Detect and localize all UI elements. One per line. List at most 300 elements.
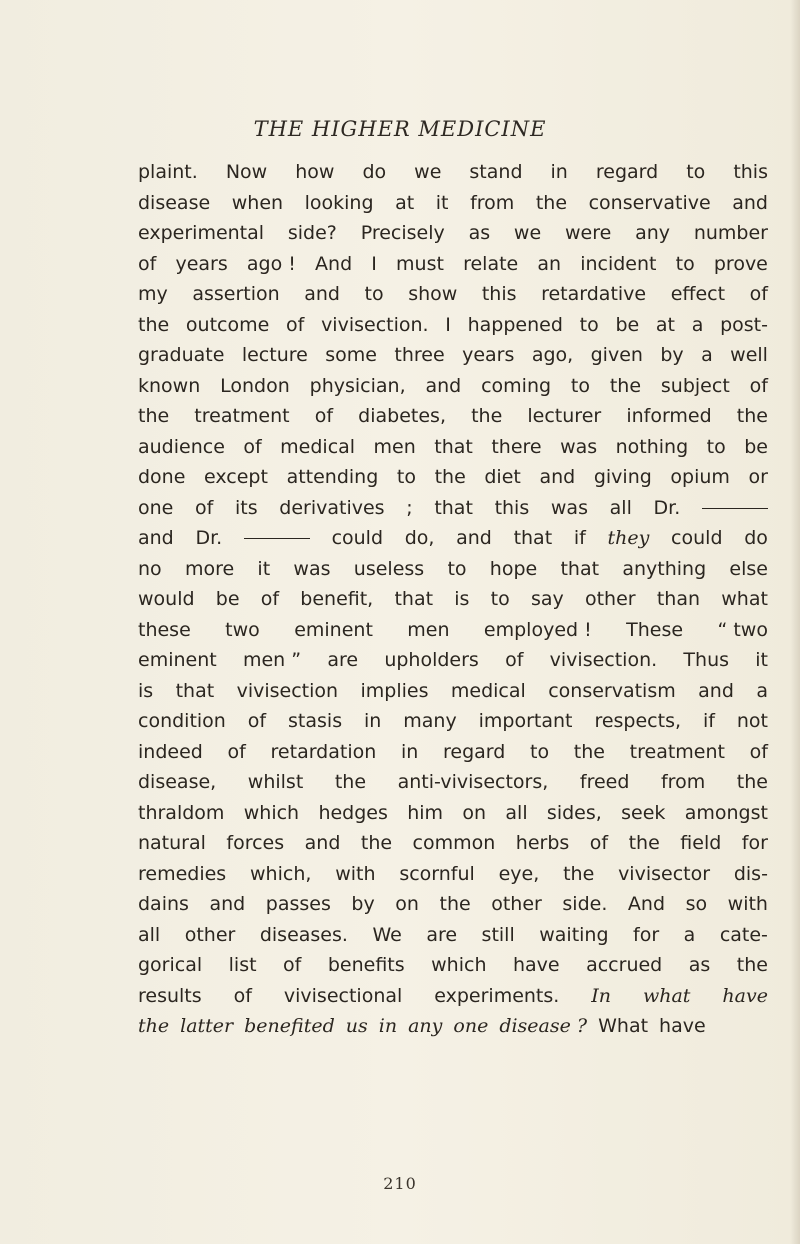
word: benefit,	[300, 588, 374, 610]
word: would	[138, 588, 195, 610]
word: of	[260, 588, 280, 610]
word: and	[138, 527, 174, 549]
word: and	[209, 893, 246, 915]
word: opium	[670, 466, 730, 488]
word: well	[730, 344, 768, 366]
word: have	[659, 1015, 706, 1037]
word: all	[138, 923, 161, 946]
word: other	[491, 893, 542, 915]
word: and	[698, 679, 734, 702]
word: anti-vivisectors,	[397, 771, 549, 793]
word: in	[550, 161, 568, 183]
word: And	[627, 893, 666, 915]
word: as	[468, 222, 491, 244]
word: is	[454, 588, 470, 610]
word: Thus	[683, 649, 730, 671]
word: men	[373, 435, 416, 458]
word: for	[741, 832, 768, 854]
text-line	[138, 950, 768, 981]
word: what	[721, 588, 768, 610]
word: of	[749, 740, 768, 763]
word: conservative	[588, 191, 711, 214]
word: and	[304, 283, 340, 305]
word: a	[683, 923, 696, 946]
page-number: 210	[383, 1174, 417, 1193]
word: list	[228, 954, 257, 976]
word: of	[233, 984, 252, 1007]
word: condition	[138, 710, 226, 732]
word: of	[749, 374, 768, 397]
word: nothing	[615, 435, 689, 458]
text-line	[138, 767, 768, 798]
text-line	[138, 279, 768, 310]
word: upholders	[384, 649, 479, 671]
word: dains	[138, 893, 189, 915]
word: that	[434, 435, 473, 458]
word: And	[315, 252, 353, 275]
word: could	[671, 527, 723, 549]
word: the	[563, 862, 595, 885]
word: Now	[225, 161, 268, 183]
word: and	[732, 191, 768, 214]
word: to	[530, 740, 550, 763]
word: amongst	[684, 801, 768, 824]
word: three	[394, 344, 445, 366]
text-line	[138, 676, 768, 707]
word: this	[494, 496, 530, 519]
word: prove	[713, 252, 768, 275]
word: of	[589, 832, 609, 854]
word: eye,	[498, 862, 540, 885]
word: side.	[562, 893, 608, 915]
word: I	[445, 313, 451, 336]
word: treatment	[629, 740, 725, 763]
word: to	[579, 313, 599, 336]
word: thraldom	[138, 801, 225, 824]
word: to	[675, 252, 695, 275]
word: still	[481, 923, 515, 946]
text-line	[138, 523, 768, 554]
word: of	[749, 283, 768, 305]
text-line	[138, 310, 768, 341]
word: so	[685, 893, 708, 915]
word: the	[439, 893, 471, 915]
word: in	[400, 740, 419, 763]
word: to	[686, 161, 706, 183]
word: for	[633, 923, 660, 946]
word: than	[656, 588, 701, 610]
word: as	[688, 954, 711, 976]
word: What	[598, 1015, 649, 1037]
word: have	[512, 954, 560, 976]
word: that	[394, 588, 434, 610]
word: regard	[595, 161, 659, 183]
word: scornful	[399, 862, 475, 885]
word: one	[453, 1015, 489, 1037]
word: the	[573, 740, 605, 763]
word: common	[412, 832, 496, 854]
word: and	[425, 374, 462, 397]
word: hedges	[318, 801, 388, 824]
word: that	[434, 496, 473, 519]
word: its	[235, 496, 258, 519]
text-line	[138, 737, 768, 768]
word: to	[570, 374, 590, 397]
word: plaint.	[138, 161, 198, 183]
word: this	[733, 161, 768, 183]
word: which	[243, 801, 300, 824]
word: vivisectional	[283, 984, 403, 1007]
word: physician,	[309, 374, 406, 397]
word: were	[564, 222, 612, 244]
word: we	[513, 222, 542, 244]
text-line	[138, 218, 768, 249]
word: not	[736, 710, 768, 732]
word: us	[345, 1015, 368, 1037]
word: Precisely	[360, 222, 445, 244]
word: else	[729, 557, 768, 580]
word: forces	[226, 832, 285, 854]
word: results	[138, 984, 202, 1007]
word: we	[414, 161, 442, 183]
word: In	[591, 984, 612, 1007]
word: effect	[670, 283, 726, 305]
word: what	[642, 984, 691, 1007]
running-head: THE HIGHER MEDICINE	[253, 117, 547, 141]
word: in	[364, 710, 382, 732]
word: accrued	[586, 954, 663, 976]
word: say	[530, 588, 564, 610]
word: with	[335, 862, 376, 885]
word: vivisection	[236, 679, 339, 702]
word: on	[395, 893, 419, 915]
word: latter	[180, 1015, 234, 1037]
word: to	[447, 557, 467, 580]
word: two	[225, 618, 260, 641]
word: of	[227, 740, 246, 763]
word: indeed	[138, 740, 203, 763]
word: must	[396, 252, 444, 275]
word: all	[505, 801, 528, 824]
text-line	[138, 920, 768, 951]
word: vivisection.	[321, 313, 429, 336]
word: from	[660, 771, 706, 793]
word: have	[722, 984, 768, 1007]
word: dis-	[733, 862, 768, 885]
word: lecturer	[527, 405, 602, 427]
word: if	[702, 710, 715, 732]
word: natural	[138, 832, 206, 854]
word: by	[351, 893, 375, 915]
word: graduate	[138, 344, 225, 366]
word: to	[706, 435, 726, 458]
word: medical	[280, 435, 356, 458]
word: other	[584, 588, 636, 610]
text-line	[138, 249, 768, 280]
word: there	[491, 435, 542, 458]
word: benefits	[327, 954, 405, 976]
word: a	[701, 344, 713, 366]
word: sides,	[546, 801, 602, 824]
text-line	[138, 615, 768, 646]
word: and	[304, 832, 341, 854]
word: hope	[489, 557, 538, 580]
word: of	[138, 252, 157, 275]
word: diseases.	[259, 923, 348, 946]
word: some	[325, 344, 377, 366]
word: stand	[469, 161, 523, 183]
word: it	[257, 557, 271, 580]
word: derivatives	[279, 496, 385, 519]
word: anything	[622, 557, 707, 580]
word: eminent	[138, 649, 217, 671]
word: vivisector	[618, 862, 711, 885]
word: the	[138, 405, 170, 427]
word: is	[138, 679, 154, 702]
text-line	[138, 645, 768, 676]
word: the	[360, 832, 393, 854]
word: when	[231, 191, 284, 214]
word: years	[462, 344, 515, 366]
word: known	[138, 374, 201, 397]
word: given	[590, 344, 643, 366]
word: to	[396, 466, 416, 488]
word: of	[243, 435, 262, 458]
word: retardation	[270, 740, 377, 763]
word: my	[138, 283, 168, 305]
text-line	[138, 584, 768, 615]
word: of	[314, 405, 334, 427]
word: I	[371, 252, 377, 275]
word: of	[505, 649, 524, 671]
word: the	[736, 771, 768, 793]
word: or	[748, 466, 768, 488]
word: the	[434, 466, 466, 488]
name-omission-dash	[702, 508, 768, 509]
word: London	[220, 374, 290, 397]
word: ago !	[246, 252, 296, 275]
word: treatment	[194, 405, 290, 427]
word: except	[204, 466, 268, 488]
text-line	[138, 340, 768, 371]
word: whilst	[247, 771, 304, 793]
word: do	[744, 527, 768, 549]
text-line	[138, 1011, 768, 1042]
word: years	[175, 252, 228, 275]
word: the	[736, 954, 768, 976]
word: disease ?	[499, 1015, 588, 1037]
word: men ”	[242, 649, 302, 671]
word: vivisection.	[549, 649, 658, 671]
word: field	[680, 832, 722, 854]
word: experimental	[138, 222, 265, 244]
word: how	[295, 161, 335, 183]
word: useless	[353, 557, 425, 580]
word: implies	[360, 679, 429, 702]
word: of	[286, 313, 305, 336]
word: was	[293, 557, 331, 580]
word: lecture	[241, 344, 308, 366]
word: outcome	[185, 313, 270, 336]
word: retardative	[541, 283, 647, 305]
word: to	[490, 588, 510, 610]
word: at	[655, 313, 675, 336]
word: stasis	[288, 710, 343, 732]
word: do,	[404, 527, 435, 549]
word: the	[138, 1015, 170, 1037]
word: passes	[265, 893, 331, 915]
word: to	[364, 283, 384, 305]
word: waiting	[539, 923, 609, 946]
word: any	[408, 1015, 443, 1037]
text-line	[138, 889, 768, 920]
word: on	[462, 801, 487, 824]
word: of	[283, 954, 302, 976]
word: the	[609, 374, 642, 397]
word: this	[481, 283, 517, 305]
word: looking	[304, 191, 374, 214]
word: gorical	[138, 954, 203, 976]
word: ago,	[531, 344, 574, 366]
word: side?	[287, 222, 337, 244]
word: any	[635, 222, 671, 244]
word: if	[573, 527, 586, 549]
text-line	[138, 981, 768, 1012]
name-omission-dash	[244, 538, 310, 539]
word: more	[184, 557, 235, 580]
word: a	[756, 679, 768, 702]
word: post-	[720, 313, 768, 336]
word: assertion	[192, 283, 280, 305]
word: could	[331, 527, 384, 549]
word: that	[175, 679, 215, 702]
word: it	[755, 649, 768, 671]
word: eminent	[294, 618, 373, 641]
word: subject	[660, 374, 730, 397]
word: from	[470, 191, 515, 214]
word: employed !	[483, 618, 592, 641]
word: benefited	[244, 1015, 335, 1037]
text-line	[138, 798, 768, 829]
word: medical	[450, 679, 526, 702]
word: the	[736, 405, 768, 427]
word: happened	[467, 313, 563, 336]
word: at	[395, 191, 415, 214]
text-line	[138, 188, 768, 219]
word: and	[456, 527, 492, 549]
word: experiments.	[434, 984, 560, 1007]
word: informed	[626, 405, 712, 427]
word: ;	[406, 496, 413, 519]
word: show	[408, 283, 458, 305]
word: disease,	[138, 771, 217, 793]
word: the	[471, 405, 503, 427]
word: seek	[621, 801, 666, 824]
word: the	[628, 832, 660, 854]
page-edge-shadow	[790, 0, 800, 1244]
text-line	[138, 706, 768, 737]
word: attending	[286, 466, 379, 488]
word: are	[327, 649, 359, 671]
word: that	[560, 557, 600, 580]
word: in	[378, 1015, 398, 1037]
word: “ two	[717, 618, 768, 641]
word: with	[727, 893, 768, 915]
word: of	[195, 496, 214, 519]
word: an	[537, 252, 562, 275]
word: Dr.	[653, 496, 681, 519]
word: incident	[580, 252, 657, 275]
word: respects,	[594, 710, 682, 732]
body-text	[138, 157, 768, 1042]
word: these	[138, 618, 191, 641]
word: was	[550, 496, 588, 519]
text-line	[138, 157, 768, 188]
text-line	[138, 432, 768, 463]
text-line	[138, 462, 768, 493]
word: the	[535, 191, 568, 214]
word: that	[513, 527, 553, 549]
word: the	[138, 313, 170, 336]
word: of	[247, 710, 267, 732]
text-line	[138, 371, 768, 402]
word: herbs	[515, 832, 570, 854]
word: men	[407, 618, 450, 641]
word: coming	[481, 374, 552, 397]
word: number	[693, 222, 768, 244]
word: and	[539, 466, 576, 488]
word: be	[215, 588, 240, 610]
word: him	[407, 801, 444, 824]
word: important	[478, 710, 573, 732]
word: other	[184, 923, 236, 946]
text-line	[138, 554, 768, 585]
word: disease	[138, 191, 211, 214]
word: by	[660, 344, 684, 366]
word: audience	[138, 435, 225, 458]
word: diabetes,	[358, 405, 446, 427]
word: many	[403, 710, 457, 732]
word: are	[426, 923, 458, 946]
word: which,	[250, 862, 312, 885]
word: be	[744, 435, 768, 458]
word: giving	[593, 466, 652, 488]
word: cate-	[719, 923, 768, 946]
word: These	[626, 618, 684, 641]
word: conservatism	[548, 679, 676, 702]
text-line	[138, 828, 768, 859]
word: it	[435, 191, 449, 214]
word: Dr.	[195, 527, 223, 549]
word: freed	[579, 771, 630, 793]
word: diet	[484, 466, 521, 488]
word: the	[334, 771, 367, 793]
word: no	[138, 557, 162, 580]
word: We	[372, 923, 402, 946]
word: do	[362, 161, 387, 183]
word: relate	[463, 252, 519, 275]
word: regard	[443, 740, 506, 763]
text-line	[138, 493, 768, 524]
word: be	[615, 313, 640, 336]
word: was	[560, 435, 598, 458]
word: all	[609, 496, 632, 519]
word: done	[138, 466, 186, 488]
word: one	[138, 496, 174, 519]
word: remedies	[138, 862, 227, 885]
text-line	[138, 401, 768, 432]
word: which	[431, 954, 487, 976]
